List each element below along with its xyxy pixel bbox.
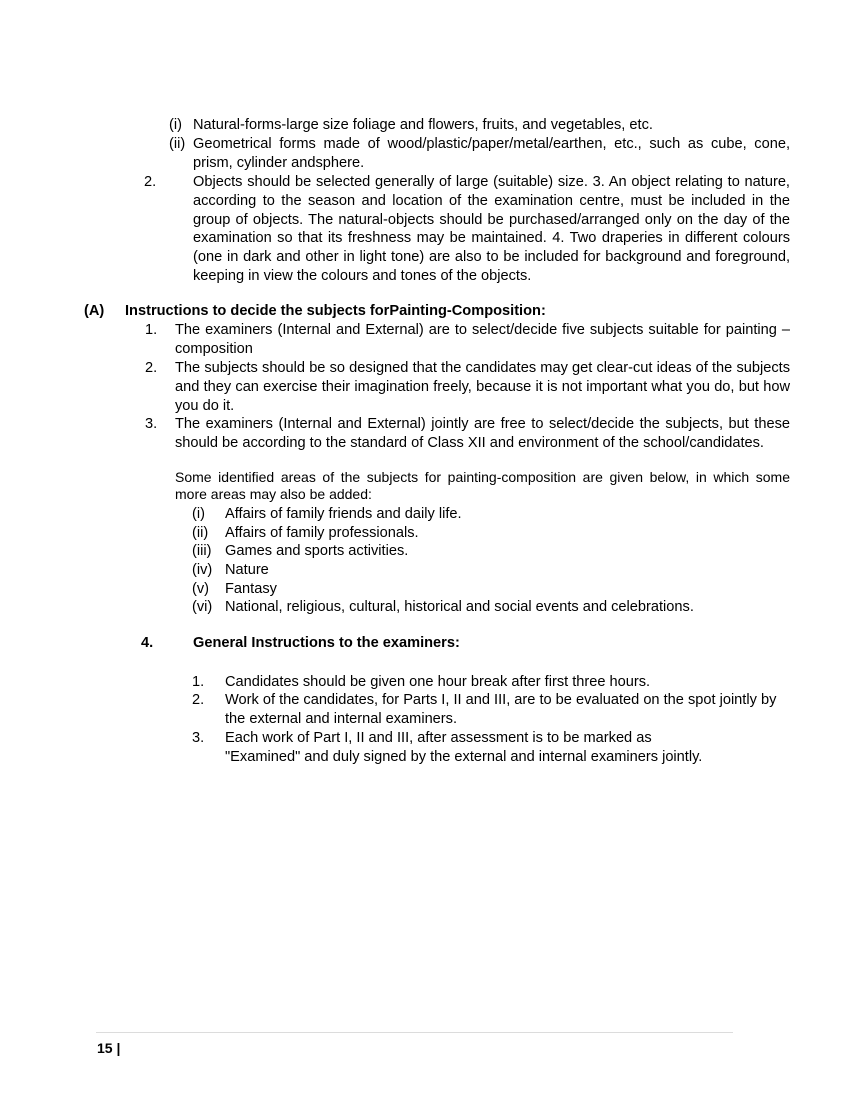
item-number: 2. <box>192 692 205 708</box>
page-number: 15 | <box>97 1040 121 1056</box>
area-marker: (iv) <box>192 562 213 578</box>
section-heading: General Instructions to the examiners: <box>193 635 460 651</box>
item-number: 2. <box>145 360 158 376</box>
area-marker: (ii) <box>192 525 209 541</box>
area-marker: (iii) <box>192 543 212 559</box>
item-paragraph: Each work of Part I, II and III, after assessment is to be marked as "Examined" and duly signed by the external and internal examiners jointly. <box>225 730 703 765</box>
area-text: Affairs of family professionals. <box>225 525 419 541</box>
areas-intro: Some identified areas of the subjects for painting-composition are given below, in which some more areas may also be added: <box>175 469 790 502</box>
item-paragraph: The subjects should be so designed that the candidates may get clear-cut ideas of the subjects and they can exercise their imagination freely, because it is not important what you do, but how you do it. <box>175 360 790 414</box>
area-marker: (i) <box>192 506 205 522</box>
item-paragraph: Objects should be selected generally of large (suitable) size. 3. An object relating to nature, according to the season and location of the examination centre, must be included in the group of objects. The natural-objects should be purchased/arranged only on the day of the examination so that its freshness may be maintained. 4. Two draperies in different colours (one in dark and other in light tone) are also to be included for background and foreground, keeping in view the colours and tones of the objects. <box>193 174 790 284</box>
footer-divider <box>96 1032 733 1033</box>
item-number: 2. <box>144 174 157 190</box>
list-marker: (i) <box>169 117 182 133</box>
section-marker: (A) <box>84 303 105 319</box>
item-number: 1. <box>145 322 158 338</box>
area-text: Nature <box>225 562 269 578</box>
item-number: 3. <box>145 416 158 432</box>
area-marker: (v) <box>192 581 210 597</box>
item-paragraph: Work of the candidates, for Parts I, II and III, are to be evaluated on the spot jointly by the external and internal examiners. <box>225 692 777 727</box>
area-text: National, religious, cultural, historical and social events and celebrations. <box>225 599 694 615</box>
item-paragraph: The examiners (Internal and External) jointly are free to select/decide the subjects, but these should be according to the standard of Class XII and environment of the school/candidates. <box>175 416 790 451</box>
area-text: Fantasy <box>225 581 277 597</box>
list-item-text: Geometrical forms made of wood/plastic/paper/metal/earthen, etc., such as cube, cone, prism, cylinder andsphere. <box>193 136 790 171</box>
section-number: 4. <box>141 635 154 651</box>
item-number: 3. <box>192 730 205 746</box>
section-heading: Instructions to decide the subjects forPainting-Composition: <box>125 303 546 319</box>
item-number: 1. <box>192 674 205 690</box>
area-text: Affairs of family friends and daily life. <box>225 506 462 522</box>
item-paragraph: Candidates should be given one hour break after first three hours. <box>225 674 651 690</box>
area-marker: (vi) <box>192 599 213 615</box>
list-marker: (ii) <box>169 136 186 152</box>
area-text: Games and sports activities. <box>225 543 409 559</box>
item-paragraph: The examiners (Internal and External) are to select/decide five subjects suitable for painting – composition <box>175 322 790 357</box>
list-item-text: Natural-forms-large size foliage and flowers, fruits, and vegetables, etc. <box>193 117 653 133</box>
